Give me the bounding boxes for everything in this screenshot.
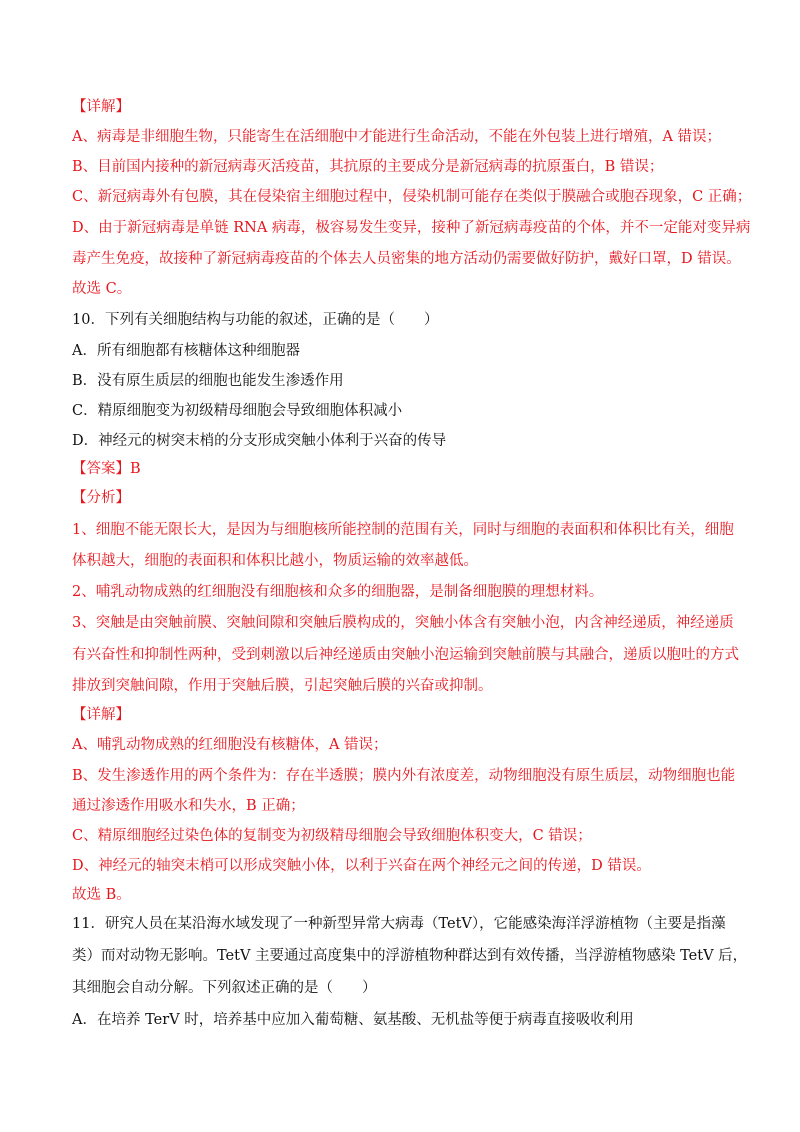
detail-heading: 【详解】 — [72, 707, 130, 723]
analysis-line: 体积越大，细胞的表面积和体积比越小，物质运输的效率越低。 — [72, 553, 478, 569]
answer-value: B — [130, 461, 141, 477]
explanation-line: D、由于新冠病毒是单链 RNA 病毒，极容易发生变异，接种了新冠病毒疫苗的个体，并不一定能对变异病 — [72, 220, 751, 236]
analysis-line: 2、哺乳动物成熟的红细胞没有细胞核和众多的细胞器，是制备细胞膜的理想材料。 — [72, 584, 604, 600]
question-stem: 其细胞会自动分解。下列叙述正确的是（ ） — [72, 980, 377, 996]
question-stem: 类）而对动物无影响。TetV 主要通过高度集中的浮游植物种群达到有效传播，当浮游植物感染 TetV 后， — [72, 948, 748, 964]
explanation-line: 毒产生免疫，故接种了新冠病毒疫苗的个体去人员密集的地方活动仍需要做好防护，戴好口罩，D 错误。 — [72, 251, 741, 267]
question-stem: 10．下列有关细胞结构与功能的叙述，正确的是（ ） — [72, 312, 439, 328]
analysis-heading: 【分析】 — [72, 490, 130, 506]
explanation-line: D、神经元的轴突末梢可以形成突触小体，以利于兴奋在两个神经元之间的传递，D 错误。 — [72, 858, 651, 874]
detail-heading: 【详解】 — [72, 99, 130, 115]
question-stem: 11．研究人员在某沿海水域发现了一种新型异常大病毒（TetV），它能感染海洋浮游植物（主要是指藻 — [72, 916, 726, 932]
option-d: D．神经元的树突末梢的分支形成突触小体利于兴奋的传导 — [72, 433, 447, 449]
explanation-line: C、新冠病毒外有包膜，其在侵染宿主细胞过程中，侵染机制可能存在类似于膜融合或胞吞现象，C 正确； — [72, 189, 752, 205]
explanation-line: 通过渗透作用吸水和失水，B 正确； — [72, 798, 305, 814]
answer-tag: 【答案】 — [72, 461, 130, 477]
option-a: A．在培养 TerV 时，培养基中应加入葡萄糖、氨基酸、无机盐等便于病毒直接吸收利用 — [72, 1012, 634, 1028]
option-b: B．没有原生质层的细胞也能发生渗透作用 — [72, 373, 344, 389]
option-c: C．精原细胞变为初级精母细胞会导致细胞体积减小 — [72, 403, 403, 419]
conclusion: 故选 C。 — [72, 281, 132, 297]
explanation-line: A、哺乳动物成熟的红细胞没有核糖体，A 错误； — [72, 737, 388, 753]
answer-line — [72, 459, 141, 479]
analysis-line: 有兴奋性和抑制性两种，受到刺激以后神经递质由突触小泡运输到突触前膜与其融合，递质以胞吐的方式 — [72, 647, 739, 663]
explanation-line: A、病毒是非细胞生物，只能寄生在活细胞中才能进行生命活动，不能在外包装上进行增殖，A 错误； — [72, 129, 722, 145]
option-a: A．所有细胞都有核糖体这种细胞器 — [72, 343, 300, 359]
analysis-line: 3、突触是由突触前膜、突触间隙和突触后膜构成的，突触小体含有突触小泡，内含神经递质，神经递质 — [72, 615, 734, 631]
analysis-line: 1、细胞不能无限长大，是因为与细胞核所能控制的范围有关，同时与细胞的表面积和体积比有关，细胞 — [72, 522, 734, 538]
explanation-line: B、发生渗透作用的两个条件为：存在半透膜；膜内外有浓度差，动物细胞没有原生质层，动物细胞也能 — [72, 768, 736, 784]
explanation-line: B、目前国内接种的新冠病毒灭活疫苗，其抗原的主要成分是新冠病毒的抗原蛋白，B 错误； — [72, 159, 664, 175]
conclusion: 故选 B。 — [72, 887, 131, 903]
analysis-line: 排放到突触间隙，作用于突触后膜，引起突触后膜的兴奋或抑制。 — [72, 678, 493, 694]
explanation-line: C、精原细胞经过染色体的复制变为初级精母细胞会导致细胞体积变大，C 错误； — [72, 828, 592, 844]
